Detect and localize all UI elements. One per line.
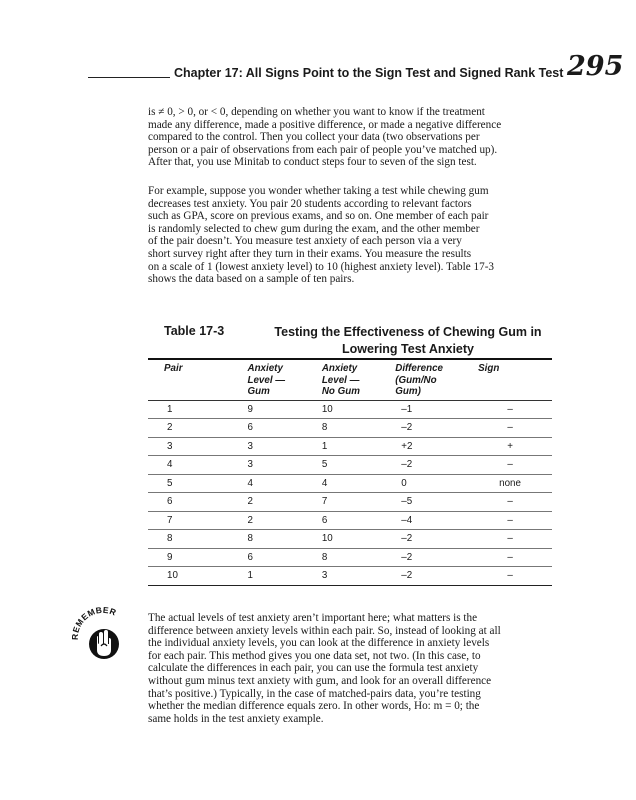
table-row — [148, 437, 552, 456]
cell-diff: –2 — [395, 530, 478, 549]
header-gum: Anxiety Level — Gum — [247, 363, 286, 397]
text-line: calculate the differences in each pair, you can use the formula test anxiety — [148, 662, 479, 675]
text-line: The actual levels of test anxiety aren’t important here; what matters is the — [148, 612, 478, 624]
cell-gum: 1 — [248, 567, 322, 585]
text-line: whether the median difference equals zero. In other words, Ho: m = 0; the — [148, 700, 480, 713]
text-line: decreases test anxiety. You pair 20 students according to relevant factors — [148, 197, 472, 210]
table-label: Table 17-3 — [164, 324, 225, 338]
data-table — [148, 360, 552, 585]
text-line: made any difference, made a positive difference, or made a negative difference — [148, 118, 502, 131]
header-sign: Sign — [478, 363, 500, 374]
table-row — [148, 400, 552, 419]
cell-pair: 10 — [148, 567, 248, 585]
header-pair: Pair — [164, 363, 183, 374]
chapter-title: Chapter 17: All Signs Point to the Sign Test and Signed Rank Test — [174, 66, 564, 80]
cell-sign: – — [478, 400, 552, 419]
text-line: for each pair. This method gives you one data set, not two. (In this case, to — [148, 649, 481, 662]
cell-gum: 6 — [248, 419, 322, 438]
cell-gum: 3 — [248, 456, 322, 475]
text-line: short survey right after they turn in their exams. You measure the results — [148, 247, 472, 260]
paragraph-example — [148, 185, 553, 286]
remember-icon — [72, 606, 134, 666]
header-nogum: Anxiety Level — No Gum — [321, 363, 360, 397]
cell-pair: 6 — [148, 493, 248, 512]
cell-gum: 2 — [248, 493, 322, 512]
table-bottom-rule — [148, 585, 552, 586]
remember-label: MEMBER — [73, 606, 118, 629]
cell-diff: +2 — [395, 437, 478, 456]
table-row — [148, 493, 552, 512]
cell-nogum: 5 — [322, 456, 395, 475]
cell-sign: – — [478, 456, 552, 475]
cell-pair: 1 — [148, 400, 248, 419]
header-difference: Difference (Gum/No Gum) — [395, 363, 443, 397]
table-row — [148, 548, 552, 567]
text-line: of the pair doesn’t. You measure test anxiety of each person via a very — [148, 235, 462, 248]
table-header-row — [148, 360, 552, 400]
text-line: For example, suppose you wonder whether taking a test while chewing gum — [148, 185, 489, 197]
cell-sign: – — [478, 567, 552, 585]
table-row — [148, 419, 552, 438]
table-row — [148, 474, 552, 493]
cell-sign: – — [478, 511, 552, 530]
cell-pair: 2 — [148, 419, 248, 438]
cell-nogum: 8 — [322, 548, 395, 567]
text-line: is ≠ 0, > 0, or < 0, depending on whether you want to know if the treatment — [148, 106, 485, 118]
cell-nogum: 4 — [322, 474, 395, 493]
text-line: same holds in the test anxiety example. — [148, 712, 324, 725]
text-line: is randomly selected to chew gum during the exam, and the other member — [148, 222, 480, 235]
table-row — [148, 530, 552, 549]
cell-nogum: 8 — [322, 419, 395, 438]
text-line: shows the data based on a sample of ten pairs. — [148, 273, 355, 286]
cell-diff: 0 — [395, 474, 478, 493]
text-line: on a scale of 1 (lowest anxiety level) to 10 (highest anxiety level). Table 17-3 — [148, 260, 495, 273]
cell-nogum: 7 — [322, 493, 395, 512]
cell-nogum: 10 — [322, 530, 395, 549]
cell-sign: – — [478, 548, 552, 567]
paragraph-remember — [148, 612, 553, 725]
text-line: such as GPA, score on previous exams, and so on. One member of each pair — [148, 210, 489, 223]
cell-pair: 3 — [148, 437, 248, 456]
cell-diff: –5 — [395, 493, 478, 512]
text-line: compared to the control. Then you collect your data (two observations per — [148, 131, 480, 144]
cell-diff: –2 — [395, 419, 478, 438]
cell-pair: 7 — [148, 511, 248, 530]
table-row — [148, 511, 552, 530]
cell-diff: –4 — [395, 511, 478, 530]
cell-gum: 9 — [248, 400, 322, 419]
cell-sign: – — [478, 419, 552, 438]
cell-pair: 8 — [148, 530, 248, 549]
cell-pair: 5 — [148, 474, 248, 493]
cell-sign: + — [478, 437, 552, 456]
cell-gum: 8 — [248, 530, 322, 549]
cell-pair: 9 — [148, 548, 248, 567]
table-caption — [148, 320, 552, 358]
text-line: difference between anxiety levels within each pair. So, instead of looking at all — [148, 624, 501, 637]
table-title-line: Testing the Effectiveness of Chewing Gum in — [274, 325, 542, 339]
cell-nogum: 6 — [322, 511, 395, 530]
cell-pair: 4 — [148, 456, 248, 475]
cell-sign: – — [478, 493, 552, 512]
cell-nogum: 1 — [322, 437, 395, 456]
cell-diff: –2 — [395, 456, 478, 475]
cell-gum: 6 — [248, 548, 322, 567]
table-row — [148, 567, 552, 585]
cell-sign: none — [478, 474, 552, 493]
text-line: After that, you use Minitab to conduct steps four to seven of the sign test. — [148, 156, 477, 169]
cell-gum: 3 — [248, 437, 322, 456]
cell-nogum: 3 — [322, 567, 395, 585]
page-number: 295 — [567, 51, 624, 82]
cell-nogum: 10 — [322, 400, 395, 419]
header-rule — [88, 77, 170, 78]
table-title — [268, 324, 548, 357]
data-table-block — [148, 320, 552, 586]
cell-sign: – — [478, 530, 552, 549]
text-line: that’s positive.) Typically, in the case of matched-pairs data, you’re testing — [148, 687, 481, 700]
paragraph-intro — [148, 106, 553, 169]
text-line: the individual anxiety levels, you can look at the difference in anxiety levels — [148, 637, 490, 650]
cell-gum: 4 — [248, 474, 322, 493]
cell-gum: 2 — [248, 511, 322, 530]
cell-diff: –2 — [395, 567, 478, 585]
text-line: without gum minus text anxiety with gum, and look for an overall difference — [148, 674, 492, 687]
cell-diff: –2 — [395, 548, 478, 567]
table-title-line: Lowering Test Anxiety — [342, 341, 474, 356]
text-line: person or a pair of observations from each pair of people you’ve matched up). — [148, 143, 498, 156]
cell-diff: –1 — [395, 400, 478, 419]
table-row — [148, 456, 552, 475]
